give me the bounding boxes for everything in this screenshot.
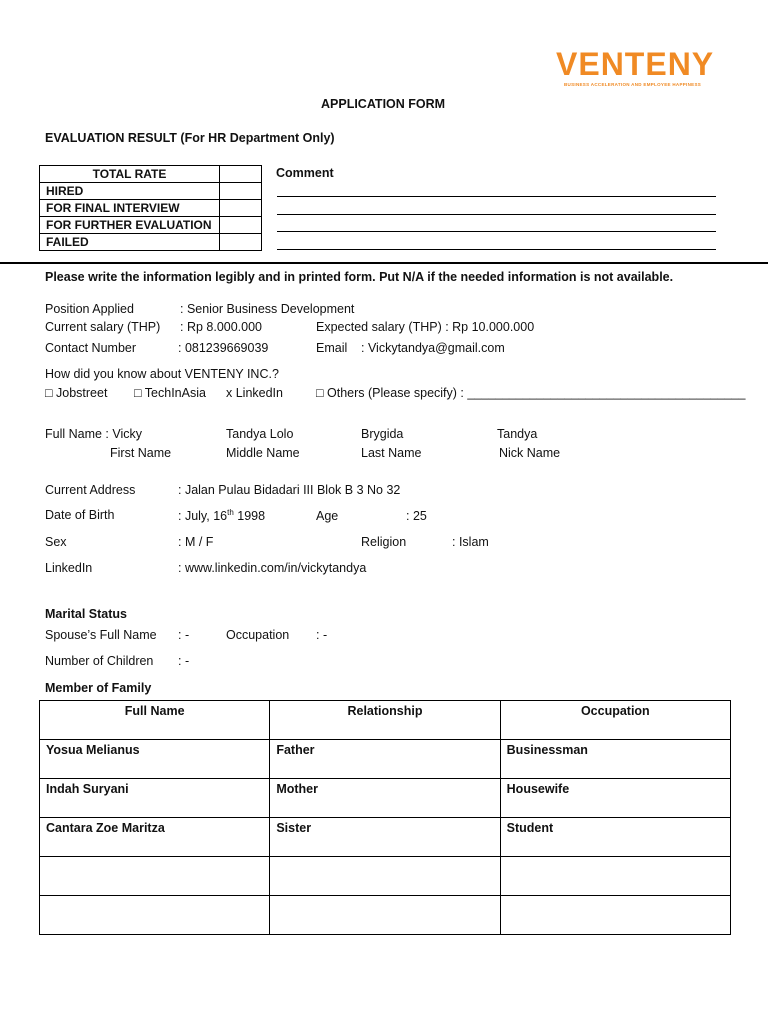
linkedin-label: LinkedIn xyxy=(45,561,93,575)
address-label: Current Address xyxy=(45,483,136,497)
section-divider xyxy=(0,262,768,264)
evaluation-cell[interactable] xyxy=(220,183,262,200)
venteny-logo: VENTENY xyxy=(556,46,715,82)
children-label: Number of Children xyxy=(45,654,154,668)
form-title: APPLICATION FORM xyxy=(321,97,446,111)
dob-label: Date of Birth xyxy=(45,508,115,522)
occupation-value[interactable]: : - xyxy=(316,628,328,642)
instruction-text: Please write the information legibly and in printed form. Put N/A if the needed information is not available. xyxy=(45,270,674,284)
spouse-value[interactable]: : - xyxy=(178,628,190,642)
family-cell-name[interactable]: Yosua Melianus xyxy=(40,740,270,779)
source-question: How did you know about VENTENY INC.? xyxy=(45,367,279,381)
total-rate-header: TOTAL RATE xyxy=(40,166,220,183)
family-table xyxy=(39,700,731,935)
logo-tagline: BUSINESS ACCELERATION AND EMPLOYEE HAPPINESS xyxy=(564,82,702,87)
position-label: Position Applied xyxy=(45,302,134,316)
religion-label: Religion xyxy=(361,535,407,549)
family-cell-occupation[interactable] xyxy=(500,896,730,935)
family-cell-relationship[interactable]: Mother xyxy=(270,779,500,818)
contact-value[interactable]: : 081239669039 xyxy=(178,341,269,355)
source-option-techinasia[interactable]: □ TechInAsia xyxy=(134,386,206,400)
family-col-relationship: Relationship xyxy=(270,701,500,740)
family-cell-name[interactable]: Indah Suryani xyxy=(40,779,270,818)
comment-line[interactable] xyxy=(277,231,716,232)
family-cell-occupation[interactable]: Businessman xyxy=(500,740,730,779)
age-label: Age xyxy=(316,509,339,523)
religion-value[interactable]: : Islam xyxy=(452,535,489,549)
evaluation-label: HIRED xyxy=(40,183,220,200)
family-cell-relationship[interactable] xyxy=(270,857,500,896)
comment-line[interactable] xyxy=(277,249,716,250)
evaluation-cell[interactable] xyxy=(220,217,262,234)
sex-value[interactable]: : M / F xyxy=(178,535,214,549)
family-header-row xyxy=(40,701,731,740)
evaluation-label: FOR FINAL INTERVIEW xyxy=(40,200,220,217)
dob-prefix: : July, 16 xyxy=(178,509,228,524)
dob-year: 1998 xyxy=(233,509,266,524)
family-cell-name[interactable] xyxy=(40,857,270,896)
email-label: Email xyxy=(316,341,348,355)
full-name-last[interactable]: Brygida xyxy=(361,427,404,441)
total-rate-cell[interactable] xyxy=(220,166,262,183)
evaluation-label: FAILED xyxy=(40,234,220,251)
expected-salary[interactable]: Expected salary (THP) : Rp 10.000.000 xyxy=(316,320,535,334)
contact-label: Contact Number xyxy=(45,341,137,355)
evaluation-row xyxy=(40,217,262,234)
nick-name-caption: Nick Name xyxy=(499,446,561,460)
family-cell-name[interactable]: Cantara Zoe Maritza xyxy=(40,818,270,857)
source-option-jobstreet[interactable]: □ Jobstreet xyxy=(45,386,108,400)
evaluation-row xyxy=(40,234,262,251)
comment-line[interactable] xyxy=(277,214,716,215)
evaluation-row xyxy=(40,200,262,217)
family-cell-relationship[interactable] xyxy=(270,896,500,935)
current-salary-label: Current salary (THP) xyxy=(45,320,161,334)
linkedin-value[interactable]: : www.linkedin.com/in/vickytandya xyxy=(178,561,367,575)
family-cell-occupation[interactable]: Student xyxy=(500,818,730,857)
children-value[interactable]: : - xyxy=(178,654,190,668)
full-name-first[interactable]: Full Name : Vicky xyxy=(45,427,143,441)
current-salary-value[interactable]: : Rp 8.000.000 xyxy=(180,320,263,334)
full-name-nick[interactable]: Tandya xyxy=(497,427,538,441)
evaluation-cell[interactable] xyxy=(220,200,262,217)
family-cell-relationship[interactable]: Father xyxy=(270,740,500,779)
evaluation-heading: EVALUATION RESULT (For HR Department Only) xyxy=(45,131,335,145)
middle-name-caption: Middle Name xyxy=(226,446,300,460)
family-cell-occupation[interactable] xyxy=(500,857,730,896)
table-row xyxy=(40,818,731,857)
sex-label: Sex xyxy=(45,535,67,549)
email-value[interactable]: : Vickytandya@gmail.com xyxy=(361,341,505,355)
evaluation-cell[interactable] xyxy=(220,234,262,251)
last-name-caption: Last Name xyxy=(361,446,422,460)
spouse-label: Spouse’s Full Name xyxy=(45,628,157,642)
dob-value[interactable] xyxy=(178,508,265,523)
table-row xyxy=(40,779,731,818)
first-name-caption: First Name xyxy=(110,446,172,460)
position-value[interactable]: : Senior Business Development xyxy=(180,302,355,316)
family-col-occupation: Occupation xyxy=(500,701,730,740)
family-heading: Member of Family xyxy=(45,681,152,695)
full-name-middle[interactable]: Tandya Lolo xyxy=(226,427,294,441)
marital-heading: Marital Status xyxy=(45,607,127,621)
evaluation-header-row xyxy=(40,166,262,183)
table-row xyxy=(40,857,731,896)
dob-suffix: th xyxy=(227,508,234,517)
address-value[interactable]: : Jalan Pulau Bidadari III Blok B 3 No 32 xyxy=(178,483,401,497)
table-row xyxy=(40,896,731,935)
occupation-label: Occupation xyxy=(226,628,290,642)
family-cell-name[interactable] xyxy=(40,896,270,935)
comment-label: Comment xyxy=(276,166,334,180)
evaluation-row xyxy=(40,183,262,200)
source-option-others[interactable]: □ Others (Please specify) : ________________________________________ xyxy=(316,386,746,400)
age-value[interactable]: : 25 xyxy=(406,509,427,523)
table-row xyxy=(40,740,731,779)
source-option-linkedin[interactable]: x LinkedIn xyxy=(226,386,283,400)
comment-line[interactable] xyxy=(277,196,716,197)
family-col-full-name: Full Name xyxy=(40,701,270,740)
family-cell-relationship[interactable]: Sister xyxy=(270,818,500,857)
family-cell-occupation[interactable]: Housewife xyxy=(500,779,730,818)
evaluation-label: FOR FURTHER EVALUATION xyxy=(40,217,220,234)
evaluation-table xyxy=(39,165,262,251)
